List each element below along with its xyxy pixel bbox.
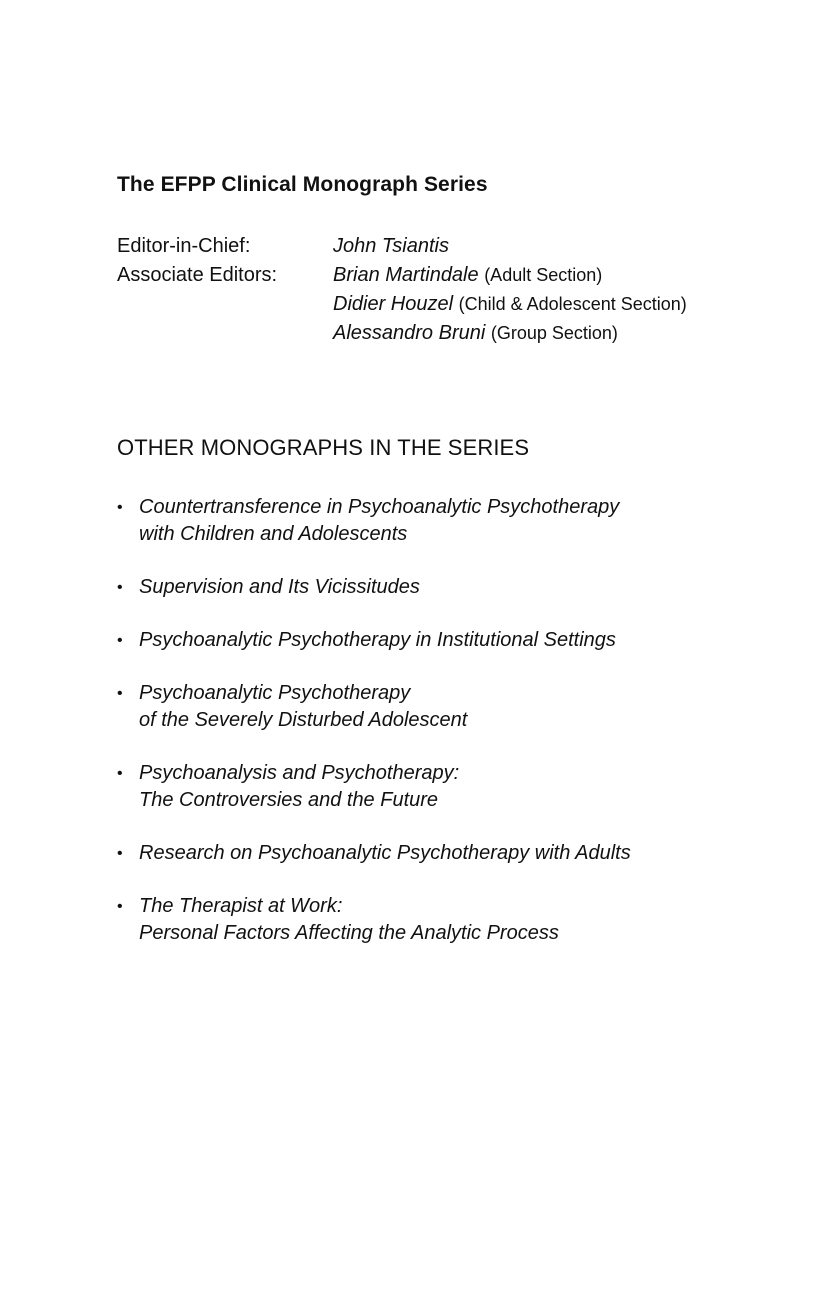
associate-editor-name: Didier Houzel: [333, 293, 454, 315]
associate-editors-label: Associate Editors:: [117, 264, 278, 286]
bullet-icon: •: [117, 579, 123, 596]
bullet-icon: •: [117, 685, 123, 702]
editor-in-chief-row: [117, 232, 687, 261]
editors-block: [117, 232, 687, 348]
list-item: [117, 627, 631, 654]
other-monographs-heading: OTHER MONOGRAPHS IN THE SERIES: [117, 435, 530, 460]
bullet-icon: •: [117, 499, 123, 516]
associate-editor-name: Alessandro Bruni: [333, 322, 486, 344]
list-item: [117, 494, 631, 548]
associate-editor-section: (Adult Section): [484, 265, 603, 285]
associate-editor-row: [117, 319, 687, 348]
monograph-list: [117, 494, 631, 973]
editor-in-chief-label: Editor-in-Chief:: [117, 235, 251, 257]
associate-editor-row: [117, 261, 687, 290]
associate-editor-row: [117, 290, 687, 319]
monograph-title-line: Psychoanalytic Psychotherapy: [139, 682, 411, 704]
editor-in-chief-name: John Tsiantis: [333, 235, 449, 257]
monograph-title-line: Research on Psychoanalytic Psychotherapy with Adults: [139, 842, 631, 864]
monograph-title-line: Countertransference in Psychoanalytic Psychotherapy: [139, 496, 620, 518]
bullet-icon: •: [117, 765, 123, 782]
bullet-icon: •: [117, 845, 123, 862]
monograph-title-line: The Therapist at Work:: [139, 895, 343, 917]
list-item: [117, 893, 631, 947]
list-item: [117, 760, 631, 814]
monograph-title-line: The Controversies and the Future: [139, 789, 439, 811]
monograph-title-line: Psychoanalytic Psychotherapy in Institutional Settings: [139, 629, 616, 651]
associate-editor-name: Brian Martindale: [333, 264, 479, 286]
monograph-title-line: of the Severely Disturbed Adolescent: [139, 709, 468, 731]
associate-editor-section: (Group Section): [490, 323, 618, 343]
monograph-title-line: with Children and Adolescents: [139, 523, 408, 545]
bullet-icon: •: [117, 632, 123, 649]
list-item: [117, 574, 631, 601]
bullet-icon: •: [117, 898, 123, 915]
monograph-title-line: Supervision and Its Vicissitudes: [139, 576, 420, 598]
list-item: [117, 680, 631, 734]
monograph-title-line: Personal Factors Affecting the Analytic Process: [139, 922, 559, 944]
monograph-title-line: Psychoanalysis and Psychotherapy:: [139, 762, 460, 784]
associate-editor-section: (Child & Adolescent Section): [458, 294, 687, 314]
series-title: The EFPP Clinical Monograph Series: [117, 173, 488, 196]
list-item: [117, 840, 631, 867]
